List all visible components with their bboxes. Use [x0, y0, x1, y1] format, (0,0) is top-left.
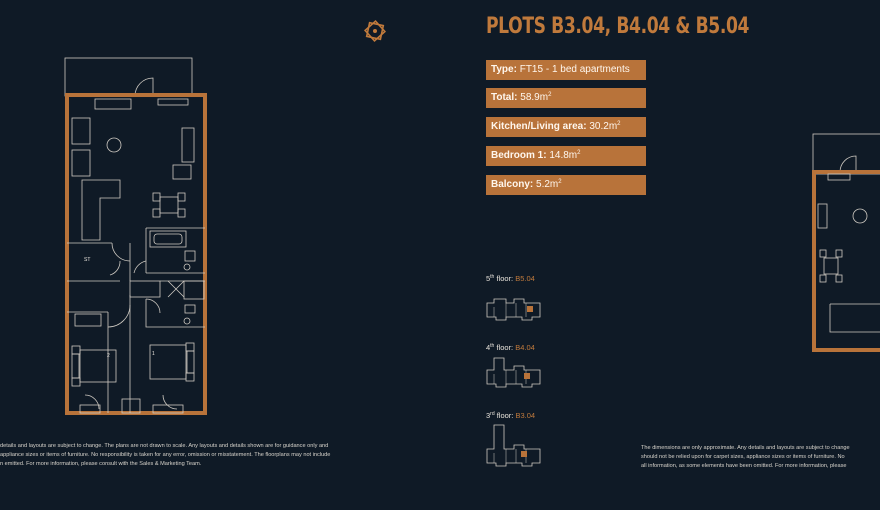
spec-kitchen-living-value: 30.2m	[589, 121, 618, 132]
spec-bedroom-1-value: 14.8m	[549, 150, 578, 161]
floor-5-num: 5	[486, 274, 491, 283]
armchair	[72, 118, 90, 144]
dining-table	[160, 197, 178, 213]
spec-total-label: Total:	[491, 92, 518, 103]
key-plan-4th-floor	[484, 354, 544, 390]
key-plan-3-highlight	[521, 451, 527, 457]
floor-label-5	[486, 274, 535, 283]
floor-4-num: 4	[486, 343, 491, 352]
key-plan-5th-floor	[484, 287, 544, 321]
balcony-outline	[65, 58, 192, 96]
spec-bedroom-1-sup: 2	[577, 150, 581, 156]
disclaimer-left	[0, 442, 330, 469]
floor-3-suffix: rd	[490, 411, 495, 417]
spec-total-value: 58.9m	[520, 92, 549, 103]
store-label: ST	[84, 257, 91, 263]
floor-3-text: floor:	[496, 411, 514, 420]
disclaimer-right-line: should not be relied upon for carpet sizes, appliance sizes or items of furniture. No	[641, 454, 845, 460]
floor-4-text: floor:	[496, 343, 514, 352]
spec-bedroom-1	[486, 146, 646, 166]
disclaimer-left-line: details and layouts are subject to change. The plans are not drawn to scale. Any layouts and details shown are for guidance only and	[0, 443, 329, 449]
brand-logo-icon	[362, 18, 388, 44]
spec-kitchen-living-sup: 2	[617, 121, 621, 127]
spec-type-value: FT15 - 1 bed apartments	[519, 64, 630, 75]
armchair	[72, 150, 90, 176]
disclaimer-right-line: The dimensions are only approximate. Any details and layouts are subject to change	[641, 445, 850, 451]
floor-3-code: B3.04	[515, 411, 536, 420]
spec-kitchen-living-label: Kitchen/Living area:	[491, 121, 587, 132]
floor-3-num: 3	[486, 411, 491, 420]
key-plan-5-highlight	[527, 306, 533, 312]
floor-5-suffix: th	[490, 274, 495, 280]
bed1-label: 1	[152, 351, 155, 357]
worktop	[82, 180, 120, 240]
bed-1	[150, 345, 186, 379]
floor-label-3	[486, 411, 535, 420]
spec-balcony	[486, 175, 646, 195]
floor-5-text: floor:	[496, 274, 514, 283]
spec-total-sup: 2	[548, 92, 552, 98]
key-plan-4-highlight	[524, 373, 530, 379]
disclaimer-right-line: all information, as some elements have been omitted. For more information, please	[641, 463, 847, 469]
page-title: PLOTS B3.04, B4.04 & B5.04	[486, 14, 750, 39]
spec-kitchen-living	[486, 117, 646, 137]
floor-5-code: B5.04	[515, 274, 535, 283]
floor-4-suffix: th	[490, 343, 495, 349]
bathtub	[150, 231, 186, 247]
outer-wall	[67, 95, 205, 413]
spec-type-label: Type:	[491, 64, 517, 75]
lamp	[107, 138, 121, 152]
disclaimer-left-line: n emitted. For more information, please consult with the Sales & Marketing Team.	[0, 461, 202, 467]
spec-bedroom-1-label: Bedroom 1:	[491, 150, 547, 161]
floor-label-4	[486, 343, 535, 352]
floor-4-code: B4.04	[515, 343, 535, 352]
bed2-label: 2	[107, 353, 110, 359]
disclaimer-right	[641, 444, 880, 471]
spec-balcony-label: Balcony:	[491, 179, 534, 190]
key-plan-3rd-floor	[484, 421, 544, 467]
spec-balcony-value: 5.2m	[536, 179, 559, 190]
spec-balcony-sup: 2	[558, 179, 562, 185]
disclaimer-left-line: appliance sizes or items of furniture. No responsibility is taken for any error, omission or misstatement. The floorplans may not include	[0, 452, 331, 458]
spec-type	[486, 60, 646, 80]
spec-total	[486, 88, 646, 108]
floor-plan	[60, 55, 216, 425]
bed-2	[80, 350, 116, 382]
adjacent-floor-plan	[808, 132, 880, 354]
